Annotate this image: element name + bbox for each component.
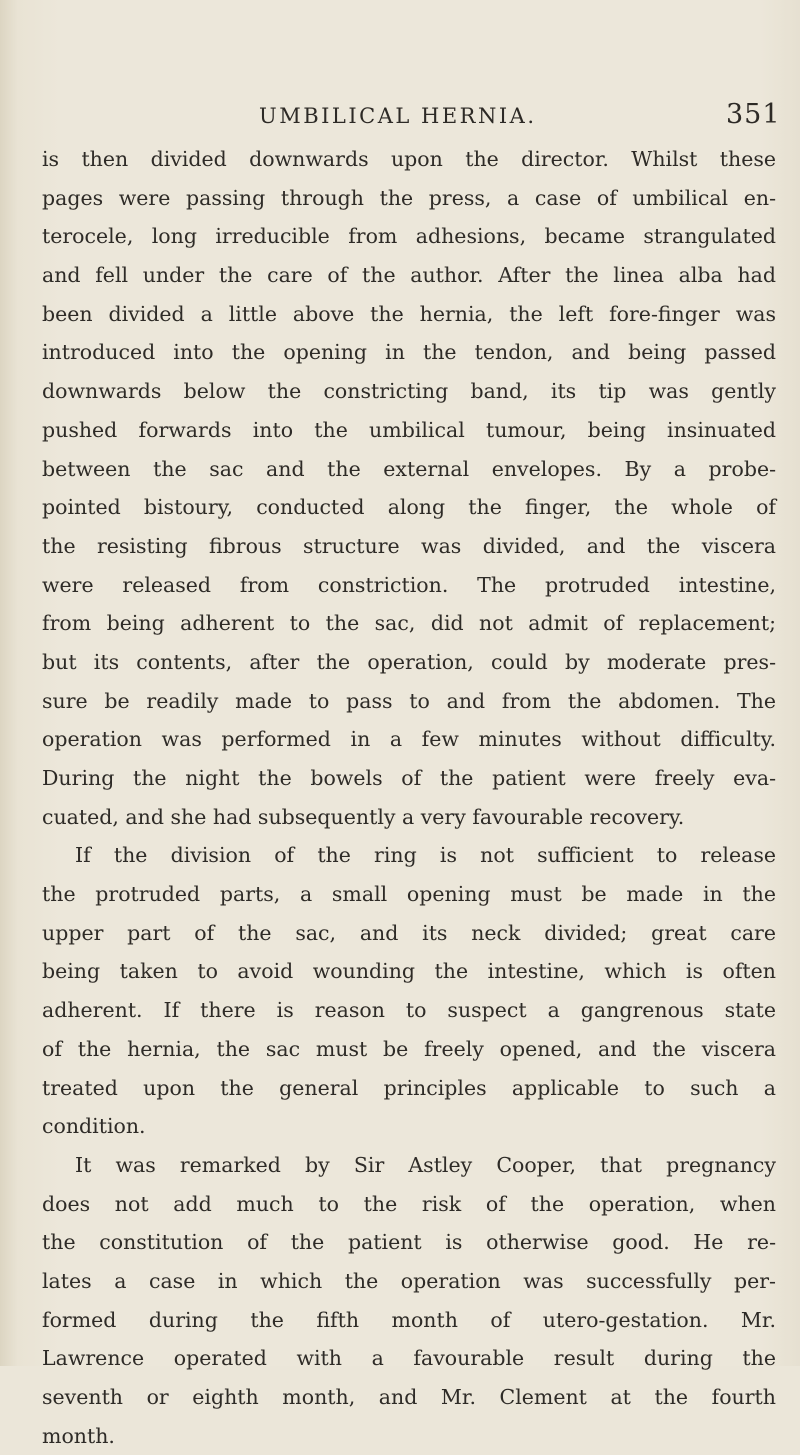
text-line: introduced into the opening in the tendon, and being passed (42, 340, 776, 365)
paragraph-start-line: It was remarked by Sir Astley Cooper, that pregnancy (75, 1152, 776, 1177)
text-line: downwards below the constricting band, its tip was gently (42, 379, 776, 404)
text-line: sure be readily made to pass to and from the abdomen. The (42, 688, 776, 713)
text-line: does not add much to the risk of the operation, when (42, 1191, 776, 1216)
paragraph-end-line: month. (42, 1423, 115, 1448)
page-header (0, 99, 800, 134)
text-line: seventh or eighth month, and Mr. Clement at the fourth (42, 1385, 776, 1409)
text-line: been divided a little above the hernia, the left fore-finger was (42, 301, 776, 326)
text-line: pages were passing through the press, a case of umbilical en- (42, 185, 776, 210)
text-line: upper part of the sac, and its neck divided; great care (42, 920, 776, 945)
text-line: terocele, long irreducible from adhesions, became strangulated (42, 224, 776, 249)
paragraph-end-line: condition. (42, 1114, 146, 1139)
text-line: the constitution of the patient is otherwise good. He re- (42, 1230, 776, 1255)
text-line: lates a case in which the operation was successfully per- (42, 1268, 776, 1293)
text-line: from being adherent to the sac, did not admit of replacement; (42, 611, 776, 636)
page-number: 351 (726, 99, 781, 130)
text-line: the protruded parts, a small opening must be made in the (42, 882, 776, 907)
text-line: pushed forwards into the umbilical tumour, being insinuated (42, 417, 776, 442)
text-line: and fell under the care of the author. After the linea alba had (42, 263, 776, 288)
body-text (42, 140, 776, 1455)
text-line: operation was performed in a few minutes without difficulty. (42, 727, 776, 752)
text-line: Lawrence operated with a favourable result during the (42, 1346, 776, 1371)
text-line: the resisting fibrous structure was divided, and the viscera (42, 533, 776, 558)
paragraph-end-line: cuated, and she had subsequently a very favourable recovery. (42, 804, 685, 829)
text-line: During the night the bowels of the patient were freely eva- (42, 766, 776, 790)
text-line: but its contents, after the operation, could by moderate pres- (42, 649, 776, 674)
running-head: UMBILICAL HERNIA. (259, 104, 537, 128)
text-line: being taken to avoid wounding the intestine, which is often (42, 959, 776, 984)
text-line: of the hernia, the sac must be freely opened, and the viscera (42, 1036, 776, 1061)
text-line: were released from constriction. The protruded intestine, (42, 572, 776, 597)
text-line: is then divided downwards upon the director. Whilst these (42, 147, 776, 171)
text-line: pointed bistoury, conducted along the finger, the whole of (42, 495, 776, 520)
text-line: formed during the fifth month of utero-gestation. Mr. (42, 1307, 776, 1332)
text-line: treated upon the general principles applicable to such a (42, 1075, 776, 1100)
text-line: between the sac and the external envelopes. By a probe- (42, 456, 776, 481)
text-line: adherent. If there is reason to suspect a gangrenous state (42, 998, 776, 1023)
paragraph-start-line: If the division of the ring is not sufficient to release (75, 843, 776, 868)
